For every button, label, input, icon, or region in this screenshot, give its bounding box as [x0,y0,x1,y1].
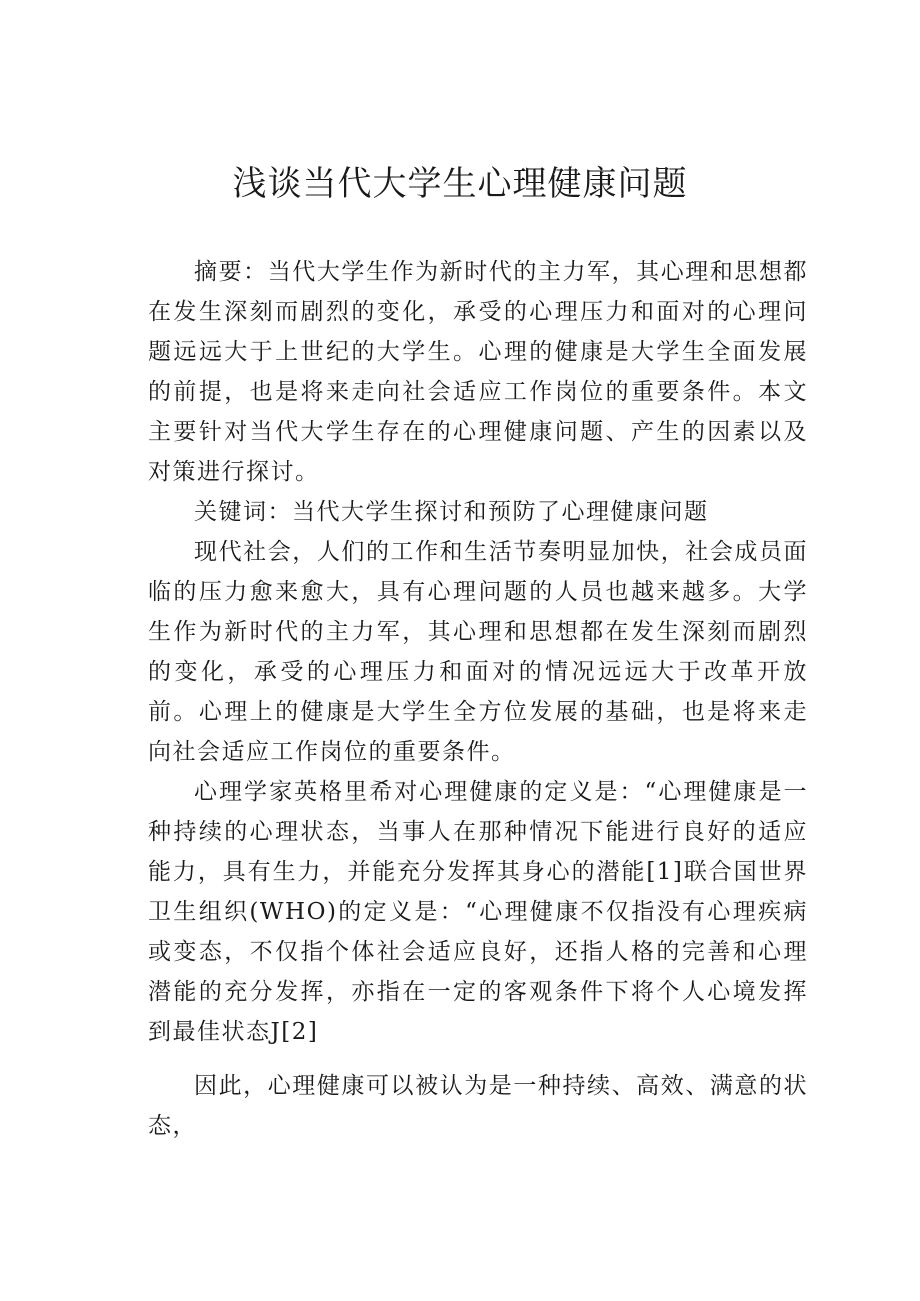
document-body [148,252,808,1146]
definition-paragraph: 心理学家英格里希对心理健康的定义是：“心理健康是一种持续的心理状态，当事人在那种情况下能进行良好的适应能力，具有生力，并能充分发挥其身心的潜能[1]联合国世界卫生组织(WHO)的定义是：“心理健康不仅指没有心理疾病或变态，不仅指个体社会适应良好，还指人格的完善和心理潜能的充分发挥，亦指在一定的客观条件下将个人心境发挥到最佳状态J[2] [148,779,808,1045]
document-title: 浅谈当代大学生心理健康问题 [232,164,688,204]
abstract-paragraph: 摘要：当代大学生作为新时代的主力军，其心理和思想都在发生深刻而剧烈的变化，承受的心理压力和面对的心理问题远远大于上世纪的大学生。心理的健康是大学生全面发展的前提，也是将来走向社会适应工作岗位的重要条件。本文主要针对当代大学生存在的心理健康问题、产生的因素以及对策进行探讨。 [148,259,808,485]
intro-paragraph: 现代社会，人们的工作和生活节奏明显加快，社会成员面临的压力愈来愈大，具有心理问题的人员也越来越多。大学生作为新时代的主力军，其心理和思想都在发生深刻而剧烈的变化，承受的心理压力和面对的情况远远大于改革开放前。心理上的健康是大学生全方位发展的基础，也是将来走向社会适应工作岗位的重要条件。 [148,539,808,765]
conclusion-paragraph: 因此，心理健康可以被认为是一种持续、高效、满意的状态， [148,1073,808,1139]
keywords-paragraph: 关键词：当代大学生探讨和预防了心理健康问题 [194,499,709,525]
